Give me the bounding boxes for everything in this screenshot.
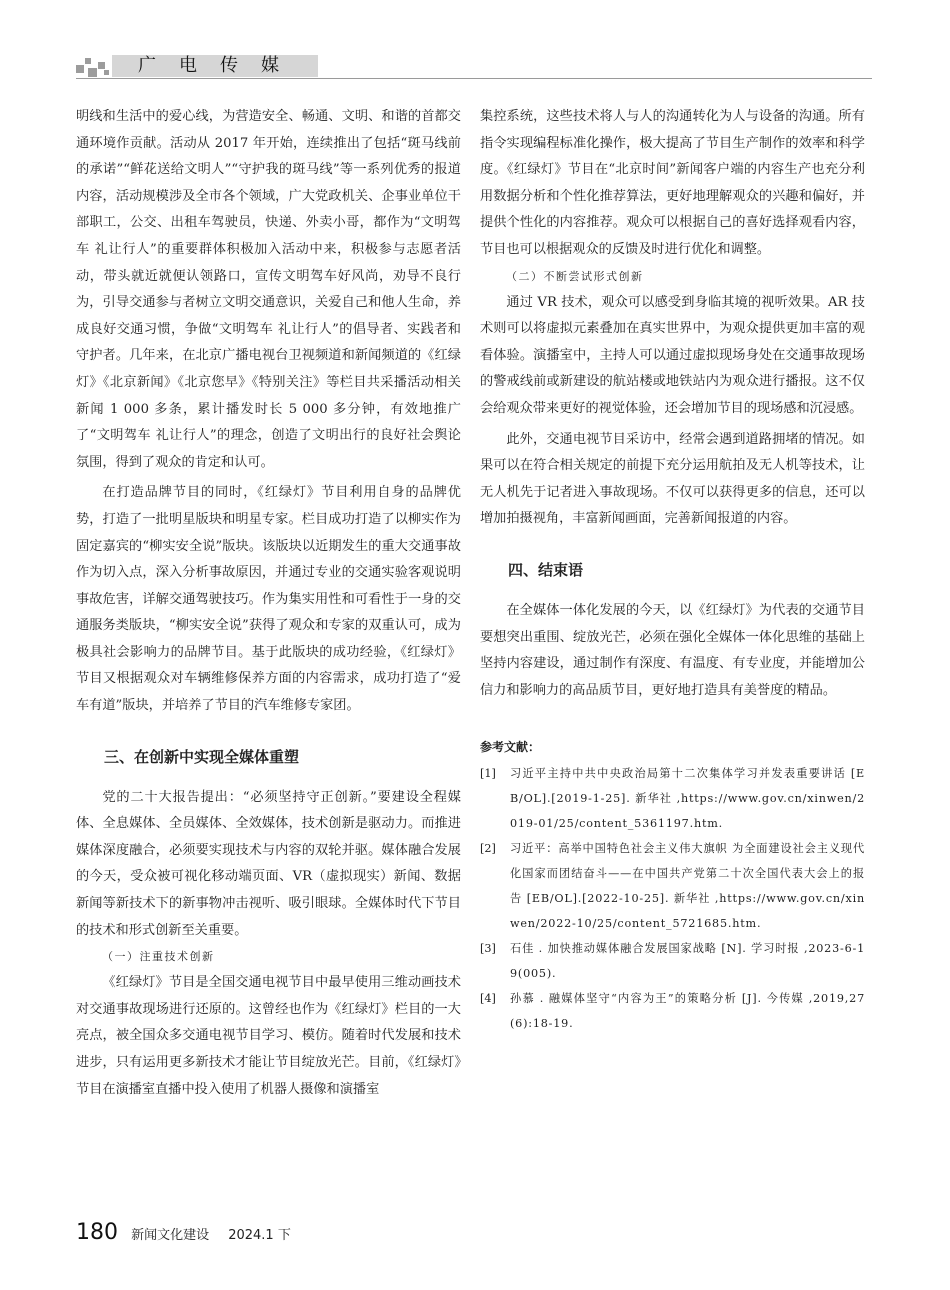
issue-label: 2024.1 下: [228, 1228, 291, 1243]
header-rule: [76, 78, 872, 79]
paragraph: 在打造品牌节目的同时，《红绿灯》节目利用自身的品牌优势，打造了一批明星版块和明星专家。栏目成功打造了以柳实作为固定嘉宾的“柳实安全说”版块。该版块以近期发生的重大交通事故作为切入点，深入分析事故原因，并通过专业的交通实验客观说明事故危害，详解交通驾驶技巧。作为集实用性和可看性于一身的交通服务类版块，“柳实安全说”获得了观众和专家的双重认可，成为极具社会影响力的品牌节目。基于此版块的成功经验，《红绿灯》节目又根据观众对车辆维修保养方面的内容需求，成功打造了“爱车有道”版块，并培养了节目的汽车维修专家团。: [76, 485, 461, 714]
reference-item: [480, 986, 865, 1036]
section-title: 广电传媒: [138, 55, 302, 76]
reference-text: 石佳 . 加快推动媒体融合发展国家战略 [N]. 学习时报 ,2023-6-19(005).: [510, 942, 865, 981]
section-heading: 四、结束语: [508, 560, 584, 579]
page-number: 180: [76, 1220, 118, 1245]
reference-text: 习近平主持中共中央政治局第十二次集体学习并发表重要讲话 [EB/OL].[2019-1-25]. 新华社 ,https://www.gov.cn/xinwen/2019-01/25/content_5361197.htm.: [510, 767, 865, 831]
paragraph: 在全媒体一体化发展的今天，以《红绿灯》为代表的交通节目要想突出重围、绽放光芒，必须在强化全媒体一体化思维的基础上坚持内容建设，通过制作有深度、有温度、有专业度，并能增加公信力和影响力的高品质节目，更好地打造具有美誉度的精品。: [480, 602, 865, 698]
paragraph: 《红绿灯》节目是全国交通电视节目中最早使用三维动画技术对交通事故现场进行还原的。这曾经也作为《红绿灯》栏目的一大亮点，被全国众多交通电视节目学习、模仿。随着时代发展和技术进步，只有运用更多新技术才能让节目绽放光芒。目前，《红绿灯》节目在演播室直播中投入使用了机器人摄像和演播室: [76, 975, 461, 1097]
left-column: [76, 104, 461, 1103]
reference-number: [2]: [480, 842, 496, 856]
header-decoration: [76, 56, 112, 78]
subsection-heading: （二）不断尝试形式创新: [506, 269, 644, 283]
reference-number: [3]: [480, 942, 496, 956]
reference-number: [1]: [480, 767, 496, 781]
reference-item: [480, 836, 865, 936]
paragraph: 通过 VR 技术，观众可以感受到身临其境的视听效果。AR 技术则可以将虚拟元素叠加在真实世界中，为观众提供更加丰富的观看体验。演播室中，主持人可以通过虚拟现场身处在交通事故现场的警戒线前或新建设的航站楼或地铁站内为观众进行播报。这不仅会给观众带来更好的视觉体验，还会增加节目的现场感和沉浸感。: [480, 294, 865, 416]
reference-text: 习近平：高举中国特色社会主义伟大旗帜 为全面建设社会主义现代化国家而团结奋斗——在中国共产党第二十次全国代表大会上的报告 [EB/OL].[2022-10-25]. 新华社 ,https://www.gov.cn/xinwen/2022-10/25/content_5721685.htm.: [510, 842, 865, 931]
paragraph: 党的二十大报告提出：“必须坚持守正创新。”要建设全程媒体、全息媒体、全员媒体、全效媒体，技术创新是驱动力。而推进媒体深度融合，必须要实现技术与内容的双轮并驱。媒体融合发展的今天，受众被可视化移动端页面、VR（虚拟现实）新闻、数据新闻等新技术下的新事物冲击视听、吸引眼球。全媒体时代下节目的技术和形式创新至关重要。: [76, 789, 461, 938]
reference-number: [4]: [480, 992, 496, 1006]
paragraph: 此外，交通电视节目采访中，经常会遇到道路拥堵的情况。如果可以在符合相关规定的前提下充分运用航拍及无人机等技术，让无人机先于记者进入事故现场。不仅可以获得更多的信息，还可以增加拍摄视角，丰富新闻画面，完善新闻报道的内容。: [480, 431, 865, 527]
paragraph: 集控系统，这些技术将人与人的沟通转化为人与设备的沟通。所有指令实现编程标准化操作，极大提高了节目生产制作的效率和科学度。《红绿灯》节目在“北京时间”新闻客户端的内容生产也充分利用数据分析和个性化推荐算法，更好地理解观众的兴趣和偏好，并提供个性化的内容推荐。观众可以根据自己的喜好选择观看内容，节目也可以根据观众的反馈及时进行优化和调整。: [480, 109, 865, 257]
right-column: [480, 104, 865, 1036]
journal-name: 新闻文化建设: [131, 1228, 210, 1243]
paragraph: 明线和生活中的爱心线，为营造安全、畅通、文明、和谐的首都交通环境作贡献。活动从 2017 年开始，连续推出了包括“斑马线前的承诺”“鲜花送给文明人”“守护我的斑马线”等一系列优秀的报道内容，活动规模涉及全市各个领域，广大党政机关、企事业单位干部职工，公交、出租车驾驶员，快递、外卖小哥，都作为“文明驾车 礼让行人”的重要群体积极加入活动中来，积极参与志愿者活动，带头就近就便认领路口，宣传文明驾车好风尚，劝导不良行为，引导交通参与者树立文明交通意识，关爱自己和他人生命，养成良好交通习惯，争做“文明驾车 礼让行人”的倡导者、实践者和守护者。几年来，在北京广播电视台卫视频道和新闻频道的《红绿灯》《北京新闻》《北京您早》《特别关注》等栏目共采播活动相关新闻 1 000 多条，累计播发时长 5 000 多分钟，有效地推广了“文明驾车 礼让行人”的理念，创造了文明出行的良好社会舆论氛围，得到了观众的肯定和认可。: [76, 109, 461, 470]
page-footer: [76, 1220, 291, 1245]
section-heading: 三、在创新中实现全媒体重塑: [104, 747, 300, 766]
reference-item: [480, 936, 865, 986]
references-title: 参考文献：: [480, 740, 541, 755]
subsection-heading: （一）注重技术创新: [102, 950, 215, 964]
reference-text: 孙慕 . 融媒体坚守“内容为王”的策略分析 [J]. 今传媒 ,2019,27(6):18-19.: [510, 992, 865, 1031]
reference-item: [480, 761, 865, 836]
